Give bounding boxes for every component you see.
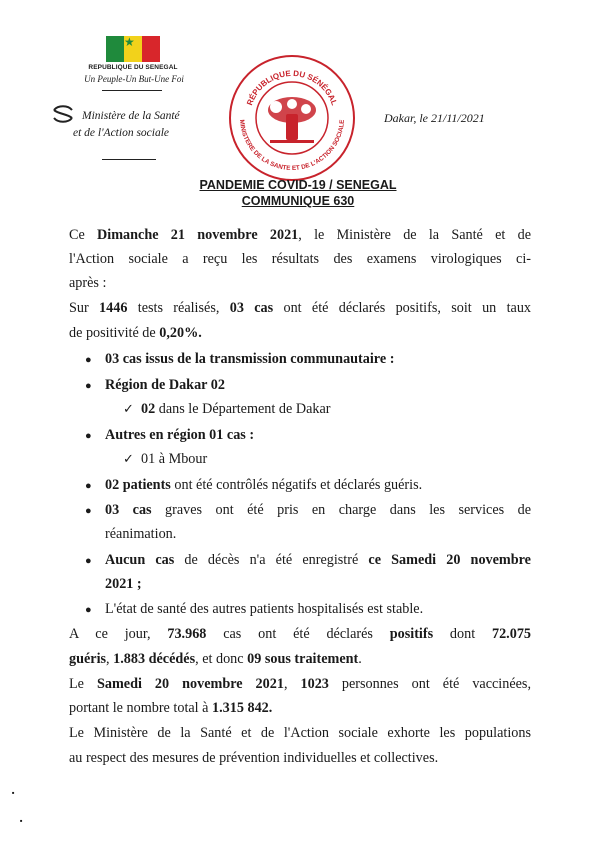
text: ont été déclarés positifs, soit un taux xyxy=(273,300,532,316)
paragraph-vaccination-line2 xyxy=(69,699,272,717)
paragraph-intro-line2: l'Action sociale a reçu les résultats des examens virologiques ci- xyxy=(69,251,531,267)
text-bold: 03 cas xyxy=(105,502,152,518)
document-subtitle: COMMUNIQUE 630 xyxy=(241,194,355,208)
text: de décès n'a été enregistré xyxy=(174,552,369,568)
text-bold: Samedi 20 novembre 2021 xyxy=(96,676,284,692)
total-recovered: 72.075 xyxy=(491,626,531,642)
text-bold: guéris xyxy=(69,651,107,667)
bullet-dot-icon: ● xyxy=(85,480,92,492)
text-bold: 2021 ; xyxy=(105,576,142,592)
bullet-dot-icon: ● xyxy=(85,604,92,616)
text: de positivité de xyxy=(69,325,160,341)
check-icon: ✓ xyxy=(123,401,134,416)
bullet-dakar-region xyxy=(105,376,225,394)
paragraph-tests-line1 xyxy=(69,299,531,317)
scan-speck: ■ xyxy=(20,818,23,823)
text: personnes ont été vaccinées, xyxy=(328,676,532,692)
paragraph-totals-line1 xyxy=(69,625,531,643)
sub-bullet-dakar-department xyxy=(141,400,330,418)
paragraph-intro-line1 xyxy=(69,226,531,244)
divider xyxy=(102,90,162,91)
vaccinated-count: 1023 xyxy=(300,676,329,692)
text-bold: Dimanche 21 novembre 2021 xyxy=(97,227,299,243)
sub-bullet-mbour: 01 à Mbour xyxy=(141,451,208,467)
bullet-deaths-line2 xyxy=(105,575,142,593)
text: Sur xyxy=(69,300,100,316)
paragraph-closing-line2: au respect des mesures de prévention individuelles et collectives. xyxy=(69,750,439,766)
bullet-community-cases xyxy=(105,350,394,368)
bullet-dot-icon: ● xyxy=(85,380,92,392)
under-treatment: 09 sous traitement xyxy=(247,651,359,667)
bullet-deaths xyxy=(105,551,531,569)
bullet-dot-icon: ● xyxy=(85,430,92,442)
scan-speck: ■ xyxy=(12,790,15,795)
ministry-name-line2: et de l'Action sociale xyxy=(73,127,170,139)
text: , xyxy=(283,676,301,692)
text: A ce jour, xyxy=(69,626,168,642)
text-bold: Autres en région 01 cas : xyxy=(105,427,255,443)
senegal-flag xyxy=(106,36,160,62)
text: ont été contrôlés négatifs et déclarés guéris. xyxy=(170,477,423,493)
text: , le Ministère de la Santé et de xyxy=(298,227,531,243)
vaccinated-total: 1.315 842. xyxy=(212,700,273,716)
positivity-rate: 0,20%. xyxy=(159,325,202,341)
bullet-dot-icon: ● xyxy=(85,555,92,567)
official-stamp xyxy=(226,52,358,184)
text-bold: Aucun cas xyxy=(105,552,175,568)
text-bold: 02 xyxy=(141,401,156,417)
bullet-dot-icon: ● xyxy=(85,505,92,517)
tests-count: 1446 xyxy=(99,300,128,316)
stamp-top-text: RÉPUBLIQUE DU SÉNÉGAL xyxy=(245,68,339,107)
stamp-bottom-text: MINISTERE DE LA SANTE ET DE L'ACTION SOCIALE xyxy=(237,119,347,173)
paragraph-closing-line1: Le Ministère de la Santé et de l'Action sociale exhorte les populations xyxy=(69,725,531,741)
text: graves ont été pris en charge dans les services de xyxy=(151,502,531,518)
paragraph-intro-line3: après : xyxy=(69,275,107,291)
national-motto: Un Peuple-Un But-Une Foi xyxy=(84,74,184,84)
ministry-logo-icon xyxy=(50,104,76,126)
bullet-dot-icon: ● xyxy=(85,354,92,366)
text: , xyxy=(106,651,114,667)
paragraph-totals-line2 xyxy=(69,650,362,668)
total-cases: 73.968 xyxy=(167,626,207,642)
text: dans le Département de Dakar xyxy=(155,401,331,417)
document-title: PANDEMIE COVID-19 / SENEGAL xyxy=(199,178,397,192)
text: dont xyxy=(433,626,492,642)
divider xyxy=(102,159,156,160)
text: Le xyxy=(69,676,97,692)
bullet-serious-cases-line2: réanimation. xyxy=(105,526,177,542)
bullet-stable-patients: L'état de santé des autres patients hospitalisés est stable. xyxy=(105,601,424,617)
star-icon: ★ xyxy=(124,35,135,49)
paragraph-vaccination-line1 xyxy=(69,675,531,693)
total-deaths: 1.883 décédés xyxy=(113,651,196,667)
republic-label: REPUBLIQUE DU SENEGAL xyxy=(88,64,178,71)
check-icon: ✓ xyxy=(123,451,134,466)
positive-cases: 03 cas xyxy=(229,300,274,316)
text: cas ont été déclarés xyxy=(206,626,390,642)
text-bold: ce Samedi 20 novembre xyxy=(368,552,531,568)
baobab-tree-icon xyxy=(268,97,316,143)
bullet-serious-cases xyxy=(105,501,531,519)
text-bold: Région de Dakar 02 xyxy=(105,377,225,393)
document-date: Dakar, le 21/11/2021 xyxy=(384,111,485,125)
text-bold: 02 patients xyxy=(105,477,171,493)
text: . xyxy=(358,651,362,667)
text: portant le nombre total à xyxy=(69,700,213,716)
bullet-other-regions xyxy=(105,426,254,444)
text-bold: 03 cas issus de la transmission communautaire : xyxy=(105,351,395,367)
text: Ce xyxy=(69,227,98,243)
bullet-recovered xyxy=(105,476,422,494)
text-bold: positifs xyxy=(389,626,434,642)
ministry-name-line1: Ministère de la Santé xyxy=(82,110,180,122)
text: tests réalisés, xyxy=(127,300,230,316)
paragraph-tests-line2 xyxy=(69,324,202,342)
text: , et donc xyxy=(195,651,248,667)
